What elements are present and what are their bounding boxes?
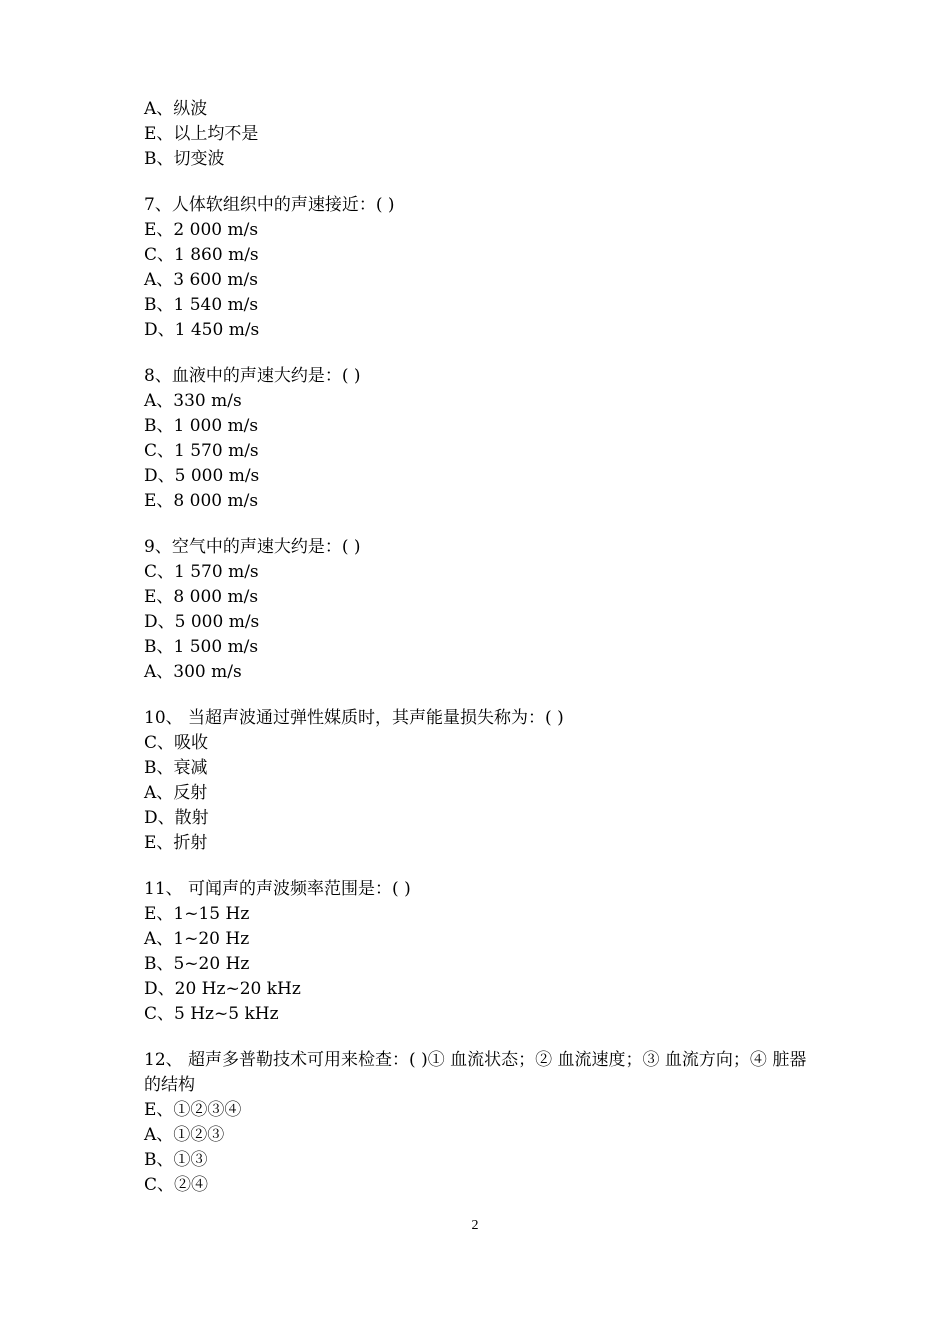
option: C、②④	[144, 1175, 209, 1195]
option: C、吸收	[144, 733, 209, 753]
option: E、①②③④	[144, 1100, 242, 1120]
question-text: 12、 超声多普勒技术可用来检查：( )① 血流状态；② 血流速度；③ 血流方向；④ 脏器的结构	[144, 1050, 807, 1095]
option: A、①②③	[144, 1125, 225, 1145]
option: A、300 m/s	[144, 662, 242, 682]
option: C、1 570 m/s	[144, 562, 259, 582]
previous-question-options	[144, 97, 814, 172]
option: D、5 000 m/s	[144, 612, 260, 632]
option: A、反射	[144, 783, 208, 803]
question-text: 11、 可闻声的声波频率范围是：( )	[144, 879, 411, 899]
option: A、3 600 m/s	[144, 270, 258, 290]
option: D、20 Hz~20 kHz	[144, 979, 301, 999]
option: A、330 m/s	[144, 391, 242, 411]
option: D、1 450 m/s	[144, 320, 260, 340]
question-8	[144, 364, 814, 514]
page-number: 2	[471, 1218, 479, 1233]
question-text: 9、空气中的声速大约是：( )	[144, 537, 361, 557]
question-11	[144, 877, 814, 1027]
question-12	[144, 1048, 814, 1198]
option: E、8 000 m/s	[144, 587, 259, 607]
option: E、折射	[144, 833, 208, 853]
option: C、1 860 m/s	[144, 245, 259, 265]
question-text: 10、 当超声波通过弹性媒质时，其声能量损失称为：( )	[144, 708, 564, 728]
option: E、1~15 Hz	[144, 904, 250, 924]
question-10	[144, 706, 814, 856]
question-9	[144, 535, 814, 685]
question-7	[144, 193, 814, 343]
option: B、1 540 m/s	[144, 295, 259, 315]
question-text: 7、人体软组织中的声速接近：( )	[144, 195, 395, 215]
option: B、1 500 m/s	[144, 637, 259, 657]
option: C、5 Hz~5 kHz	[144, 1004, 279, 1024]
option: B、5~20 Hz	[144, 954, 250, 974]
option: A、纵波	[144, 99, 208, 119]
option: B、衰减	[144, 758, 208, 778]
option: B、切变波	[144, 149, 225, 169]
option: E、2 000 m/s	[144, 220, 259, 240]
option: E、8 000 m/s	[144, 491, 259, 511]
option: C、1 570 m/s	[144, 441, 259, 461]
option: E、以上均不是	[144, 124, 259, 144]
option: D、散射	[144, 808, 209, 828]
option: B、1 000 m/s	[144, 416, 259, 436]
question-text: 8、血液中的声速大约是：( )	[144, 366, 361, 386]
option: A、1~20 Hz	[144, 929, 250, 949]
option: B、①③	[144, 1150, 208, 1170]
option: D、5 000 m/s	[144, 466, 260, 486]
question-list	[144, 97, 814, 1198]
